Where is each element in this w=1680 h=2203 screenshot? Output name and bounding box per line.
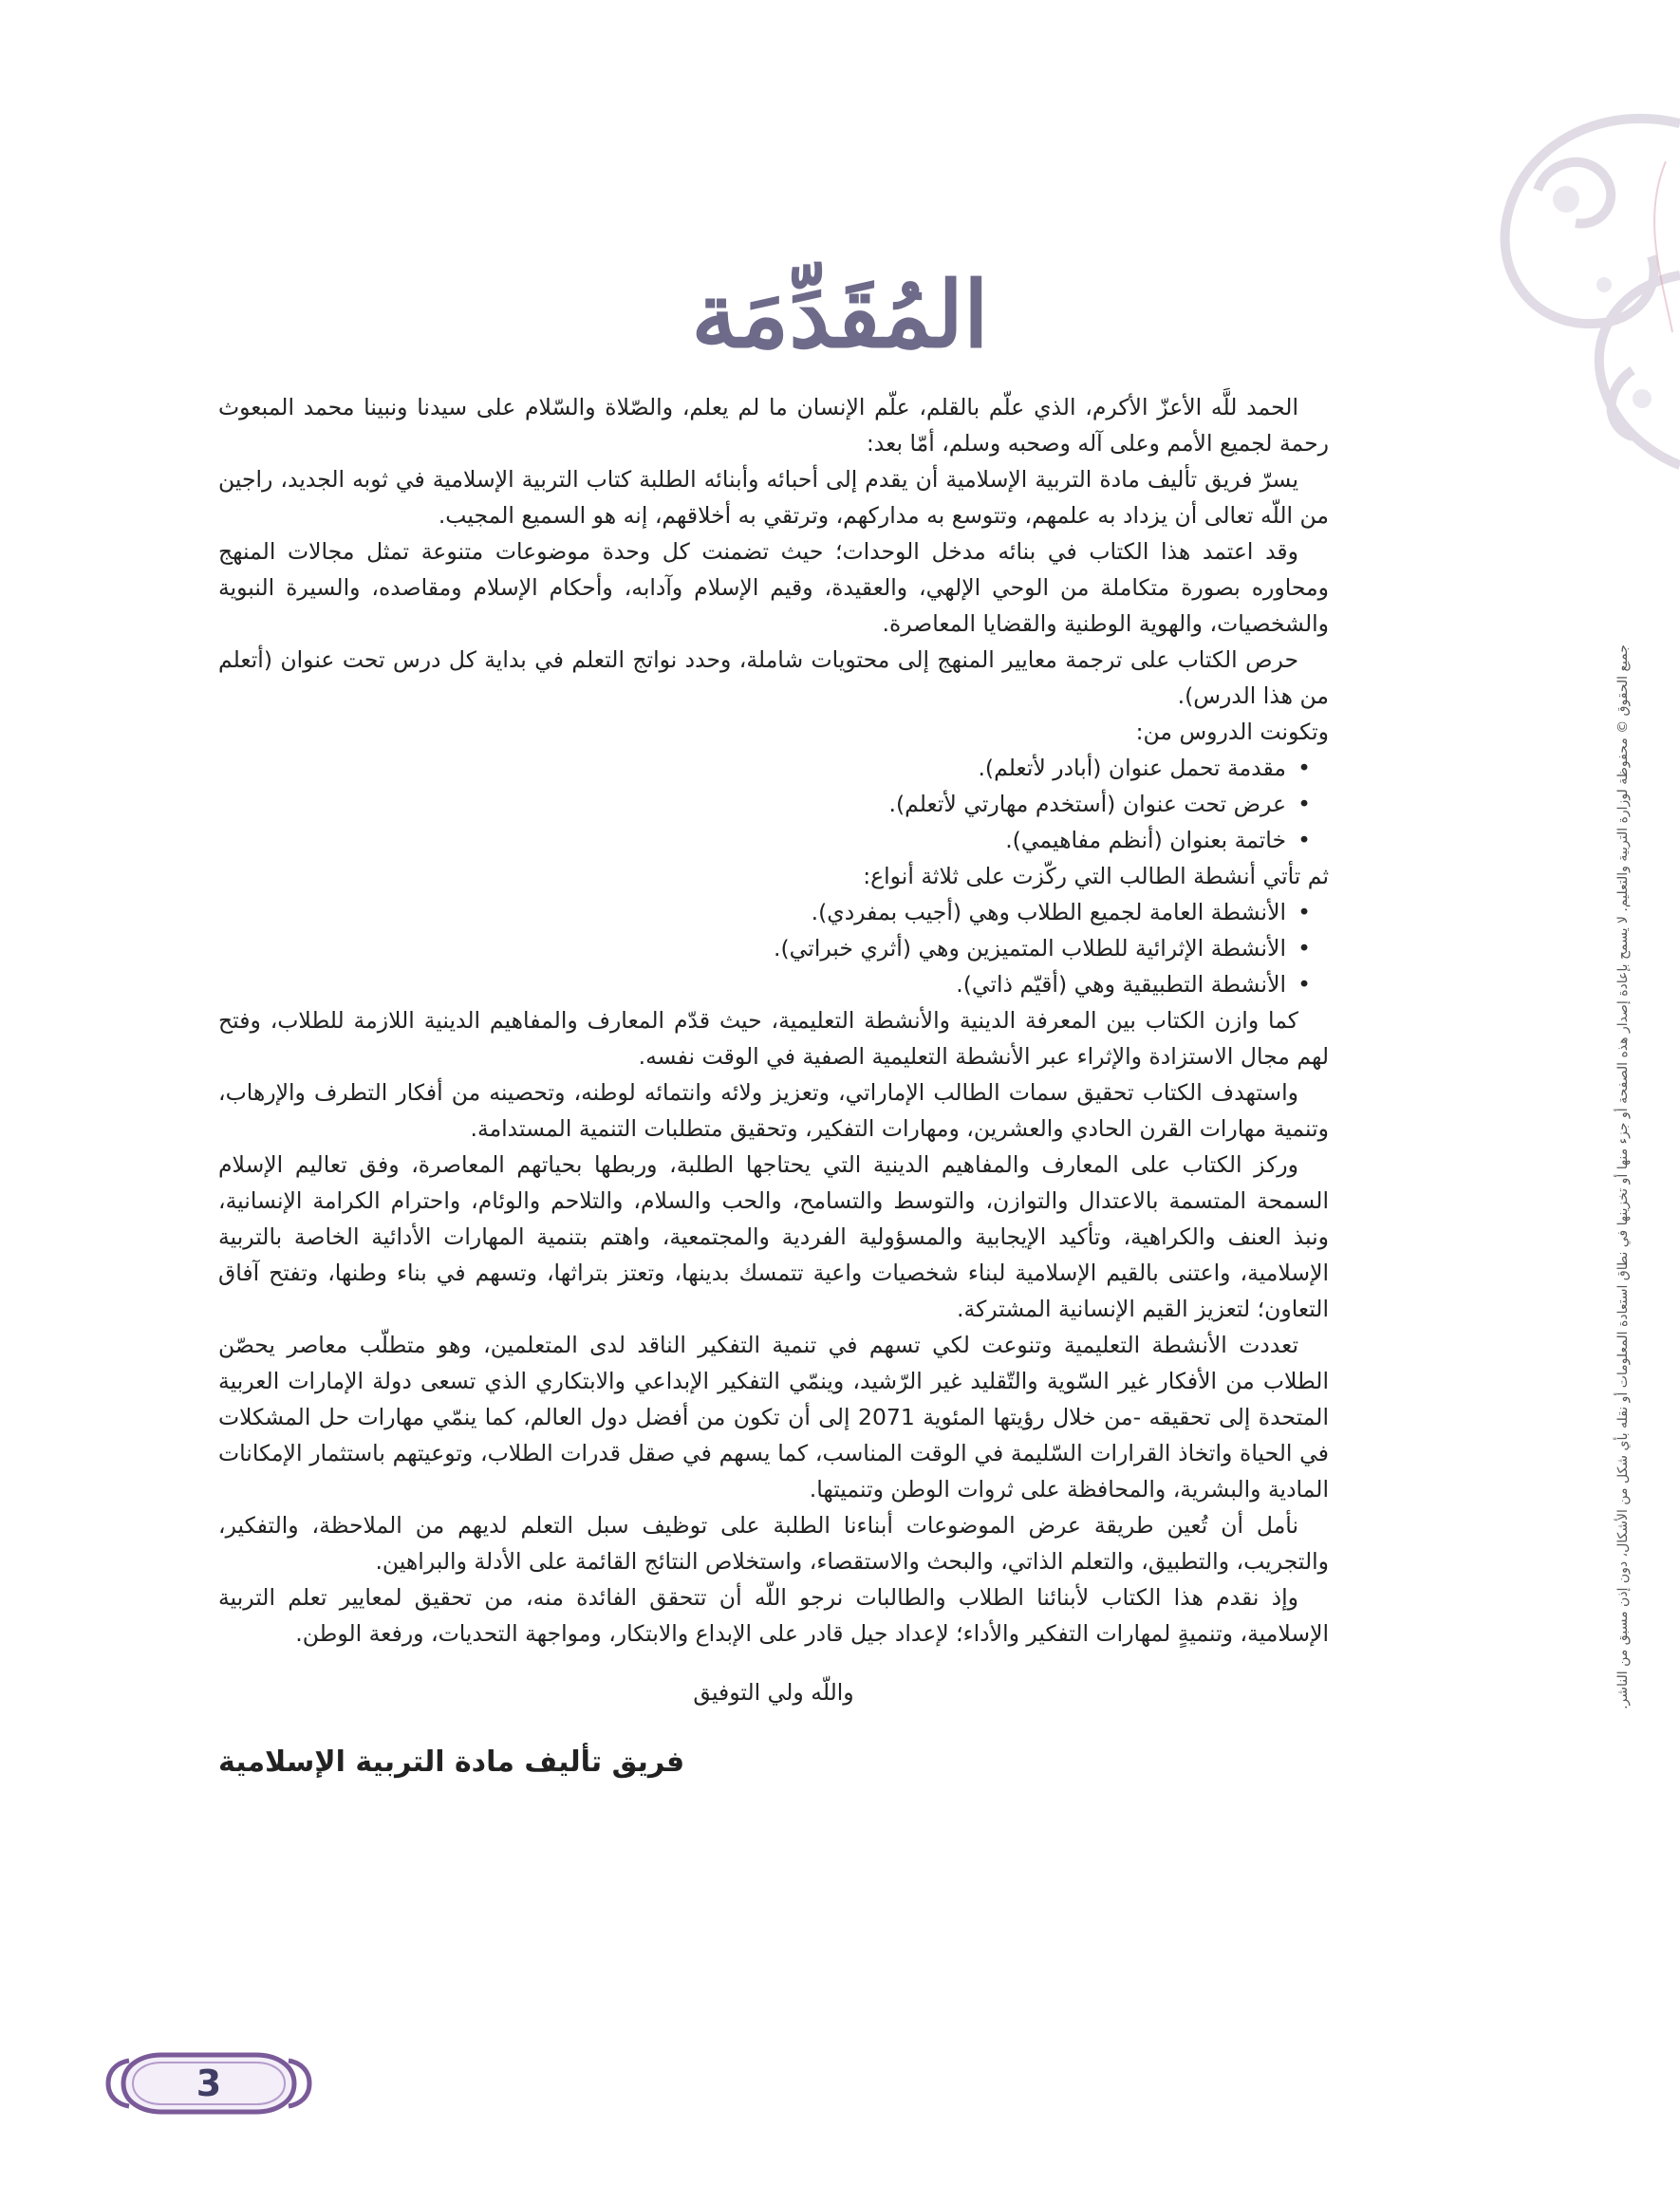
paragraph: يسرّ فريق تأليف مادة التربية الإسلامية أن يقدم إلى أحبائه وأبنائه الطلبة كتاب التربية الإسلامية في ثوبه الجديد، راجين من اللّه تعالى أن يزداد به علمهم، وتتوسع به مداركهم، وترتقي به أخلاقهم، إنه هو السميع المجيب. (218, 466, 1329, 529)
signature: فريق تأليف مادة التربية الإسلامية (218, 1746, 685, 1779)
paragraph: كما وازن الكتاب بين المعرفة الدينية والأنشطة التعليمية، حيث قدّم المعارف والمفاهيم الدينية اللازمة للطلاب، وفتح لهم مجال الاستزادة والإثراء عبر الأنشطة التعليمية الصفية في الوقت نفسه. (218, 1007, 1329, 1070)
paragraph: نأمل أن تُعين طريقة عرض الموضوعات أبناءنا الطلبة على توظيف سبل التعلم لديهم من الملاحظة، والتفكير، والتجريب، والتطبيق، والتعلم الذاتي، والبحث والاستقصاء، واستخلاص النتائج القائمة على الأدلة والبراهين. (218, 1512, 1329, 1575)
lessons-intro: وتكونت الدروس من: (1135, 719, 1329, 745)
paragraph: حرص الكتاب على ترجمة معايير المنهج إلى محتويات شاملة، وحدد نواتج التعلم في بداية كل درس تحت عنوان (أتعلم من هذا الدرس). (218, 646, 1329, 709)
paragraph: تعددت الأنشطة التعليمية وتنوعت لكي تسهم في تنمية التفكير الناقد لدى المتعلمين، وهو متطلّب معاصر يحصّن الطلاب من الأفكار غير السّوية والتّقليد غير الرّشيد، وينمّي التفكير الإبداعي والابتكاري الذي تسعى دولة الإمارات العربية المتحدة إلى تحقيقه -من خلال رؤيتها المئوية 2071 إلى أن تكون من أفضل دول العالم، كما ينمّي مهارات حل المشكلات في الحياة واتخاذ القرارات السّليمة في الوقت المناسب، كما يسهم في صقل قدرات الطلاب، وتوعيتهم باستثمار الإمكانات المادية والبشرية، والمحافظة على ثروات الوطن وتنميتها. (218, 1332, 1329, 1503)
paragraph: الحمد للَّه الأعزّ الأكرم، الذي علّم بالقلم، علّم الإنسان ما لم يعلم، والصّلاة والسّلام على سيدنا ونبينا محمد المبعوث رحمة لجميع الأمم وعلى آله وصحبه وسلم، أمّا بعد: (218, 394, 1329, 457)
activities-intro: ثم تأتي أنشطة الطالب التي ركّزت على ثلاثة أنواع: (863, 863, 1329, 889)
list-item: • عرض تحت عنوان (أستخدم مهارتي لأتعلم). (218, 786, 1286, 822)
list-item: • مقدمة تحمل عنوان (أبادر لأتعلم). (218, 750, 1286, 786)
copyright-text: جميع الحقوق © محفوظة لوزارة التربية والتعليم. لا يسمح بإعادة إصدار هذه الصفحة أو جزء منها أو تخزينها في نطاق استعادة المعلومات أو نقله بأي شكل من الأشكال، دون إذن مسبق من الناشر. (1615, 644, 1631, 1709)
introduction-body (218, 389, 1329, 1781)
paragraph: وإذ نقدم هذا الكتاب لأبنائنا الطلاب والطالبات نرجو اللّه أن تتحقق الفائدة منه، من تحقيق لمعايير تعلم التربية الإسلامية، وتنميةٍ لمهارات التفكير والأداء؛ لإعداد جيل قادر على الإبداع والابتكار، ومواجهة التحديات، ورفعة الوطن. (218, 1584, 1329, 1647)
closing-line: واللّه ولي التوفيق (693, 1679, 854, 1706)
list-item: • الأنشطة الإثرائية للطلاب المتميزين وهي (أثري خبراتي). (218, 930, 1286, 966)
list-item: • الأنشطة التطبيقية وهي (أقيّم ذاتي). (218, 966, 1286, 1002)
paragraph: وركز الكتاب على المعارف والمفاهيم الدينية التي يحتاجها الطلبة، وربطها بحياتهم المعاصرة، وفق تعاليم الإسلام السمحة المتسمة بالاعتدال والتوازن، والتوسط والتسامح، والحب والسلام، والتلاحم والوئام، واحترام الكرامة الإنسانية، ونبذ العنف والكراهية، وتأكيد الإيجابية والمسؤولية الفردية والمجتمعية، واهتم بتنمية المهارات الأدائية الخاصة بالتربية الإسلامية، واعتنى بالقيم الإسلامية لبناء شخصيات واعية تتمسك بدينها، وتعتز بتراثها، وتسهم في بناء وطنها، وتفتح آفاق التعاون؛ لتعزيز القيم الإنسانية المشتركة. (218, 1151, 1329, 1322)
paragraph: وقد اعتمد هذا الكتاب في بنائه مدخل الوحدات؛ حيث تضمنت كل وحدة موضوعات متنوعة تمثل مجالات المنهج ومحاوره بصورة متكاملة من الوحي الإلهي، والعقيدة، وقيم الإسلام وآدابه، وأحكام الإسلام ومقاصده، والسيرة النبوية والشخصيات، والهوية الوطنية والقضايا المعاصرة. (218, 538, 1329, 637)
list-item: • الأنشطة العامة لجميع الطلاب وهي (أجيب بمفردي). (218, 894, 1286, 930)
lessons-list (218, 750, 1329, 858)
page-number: 3 (196, 2063, 222, 2104)
copyright-side-note (1604, 560, 1642, 1794)
paragraph: واستهدف الكتاب تحقيق سمات الطالب الإماراتي، وتعزيز ولائه وانتمائه لوطنه، وتحصينه من أفكار التطرف والإرهاب، وتنمية مهارات القرن الحادي والعشرين، ومهارات التفكير، وتحقيق متطلبات التنمية المستدامة. (218, 1079, 1329, 1142)
activities-list (218, 894, 1329, 1002)
list-item: • خاتمة بعنوان (أنظم مفاهيمي). (218, 822, 1286, 858)
page-title: المُقَدِّمَة (691, 261, 989, 368)
